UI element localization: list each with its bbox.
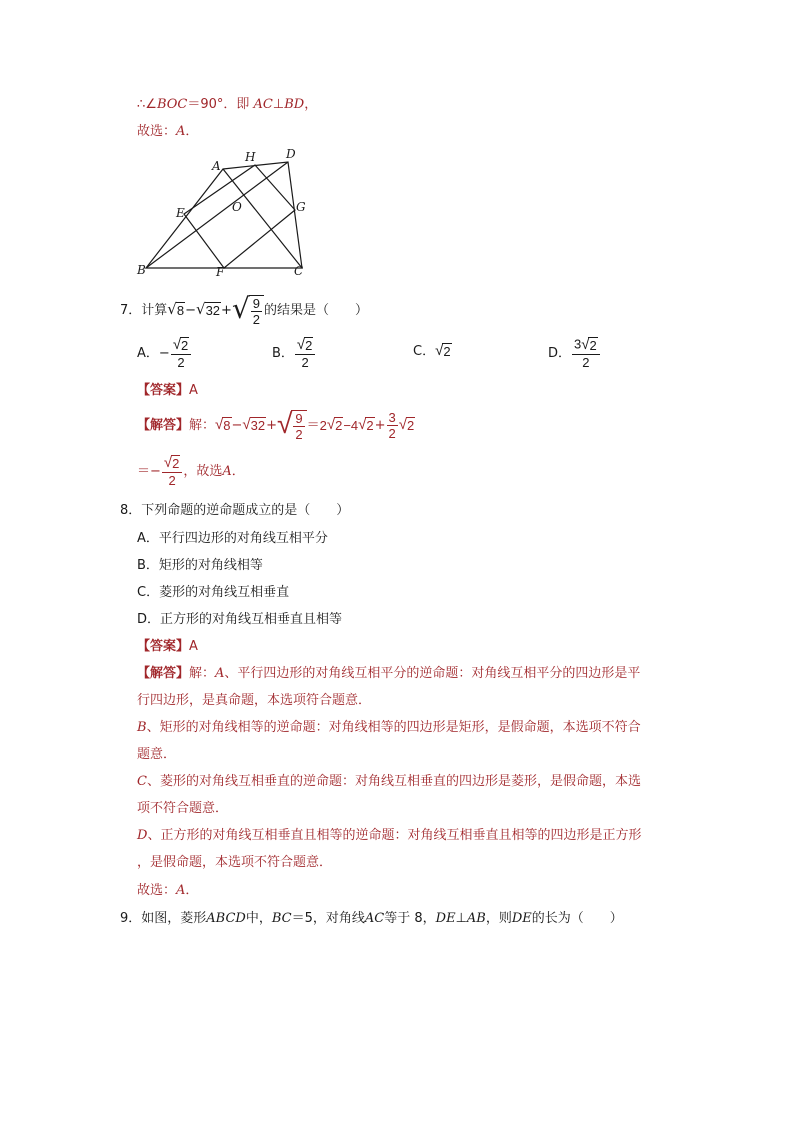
q8-option-a: A．平行四边形的对角线互相平分 xyxy=(137,531,328,546)
q8-stem: 8．下列命题的逆命题成立的是（ ） xyxy=(120,503,350,518)
label-E: E xyxy=(176,206,185,220)
q7-answer: 【答案】A xyxy=(137,383,198,398)
prev-conclusion-line: ∴∠BOC＝90°．即 AC⊥BD， xyxy=(137,97,318,112)
q8-option-c: C．菱形的对角线互相垂直 xyxy=(137,585,290,600)
label-D: D xyxy=(286,147,296,161)
q8-solution-b-line2: 题意． xyxy=(137,747,177,762)
q8-option-b: B．矩形的对角线相等 xyxy=(137,558,263,573)
label-A: A xyxy=(212,159,221,173)
label-G: G xyxy=(296,200,306,214)
q7-option-a: A． − √ 2 2 xyxy=(137,337,192,369)
q8-solution-a-line1: 【解答】解：A、平行四边形的对角线互相平分的逆命题：对角线互相平分的四边形是平 xyxy=(137,666,641,681)
sqrt: √ 8 xyxy=(167,300,185,319)
outer-quadrilateral xyxy=(146,162,302,268)
q8-solution-d-line2: ，是假命题，本选项不符合题意． xyxy=(137,855,333,870)
q8-solution-c-line2: 项不符合题意． xyxy=(137,801,229,816)
sqrt: √ 32 xyxy=(196,300,221,319)
q7-solution-line1: 【解答】 解： √ 8 − √ 32 + √ $\frac{9}{2}$ ＝ 2 √ 2 −4 √ 2 + $\frac{3}{2}$ √ 2 xyxy=(137,408,415,442)
label-F: F xyxy=(216,265,225,279)
label-C: C xyxy=(294,264,304,278)
q8-solution-b-line1: B、矩形的对角线相等的逆命题：对角线相等的四边形是矩形，是假命题，本选项不符合 xyxy=(137,720,641,735)
sqrt-fraction: √ $\frac{9}{2}$ xyxy=(232,295,264,326)
q9-stem: 9．如图，菱形ABCD中，BC＝5，对角线AC等于 8，DE⊥AB，则DE的长为（ ） xyxy=(120,911,623,926)
inner-quadrilateral xyxy=(184,165,295,268)
q7-option-d: D． 3 √ 2 2 xyxy=(548,337,601,369)
q7-option-b: B． √ 2 2 xyxy=(272,337,316,369)
label-O: O xyxy=(232,200,242,214)
q8-solution-a-line2: 行四边形，是真命题，本选项符合题意． xyxy=(137,693,372,708)
label-H: H xyxy=(245,150,256,164)
q8-option-d: D．正方形的对角线互相垂直且相等 xyxy=(137,612,343,627)
diagonal-ac xyxy=(223,169,302,268)
q8-solution-c-line1: C、菱形的对角线互相垂直的逆命题：对角线互相垂直的四边形是菱形，是假命题，本选 xyxy=(137,774,641,789)
quadrilateral-figure xyxy=(130,145,330,280)
q7-stem: 7． 计算 √ 8 − √ 32 + √ $\frac{9}{2}$ 的结果是（ ） xyxy=(120,292,369,327)
q8-solution-d-line1: D、正方形的对角线互相垂直且相等的逆命题：对角线互相垂直且相等的四边形是正方形 xyxy=(137,828,642,843)
q7-solution-line2: ＝ − √ 2 2 ，故选 A ． xyxy=(137,454,245,489)
q8-choose-line: 故选：A． xyxy=(137,883,199,898)
q8-answer: 【答案】A xyxy=(137,639,198,654)
prev-choose-line: 故选：A． xyxy=(137,124,199,139)
q7-option-c: C． √ 2 xyxy=(413,342,451,359)
label-B: B xyxy=(137,263,146,277)
